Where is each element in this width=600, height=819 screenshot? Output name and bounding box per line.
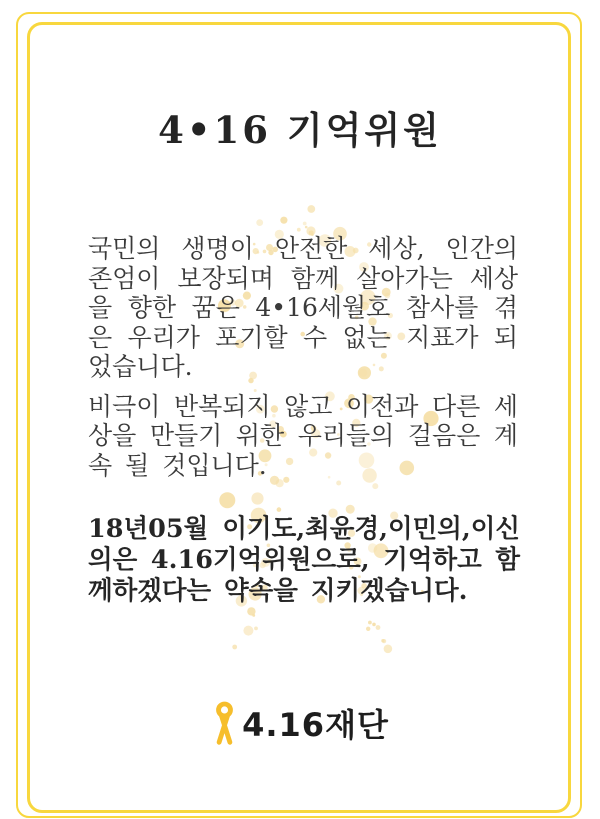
body-text-block xyxy=(88,234,518,490)
foundation-logo-label: 4.16재단 xyxy=(242,706,389,744)
yellow-ribbon-icon xyxy=(211,697,238,749)
body-paragraph-2: 비극이 반복되지 않고 이전과 다른 세상을 만들기 위한 우리들의 걸음은 계속 될 것입니다. xyxy=(88,391,518,480)
page-title: 4•16 기억위원 xyxy=(158,108,442,152)
pledge-paragraph: 18년05월 이기도,최윤경,이민의,이신의은 4.16기억위원으로, 기억하고 함께하겠다는 약속을 지키겠습니다. xyxy=(88,514,520,606)
body-paragraph-1: 국민의 생명이 안전한 세상, 인간의 존엄이 보장되며 함께 살아가는 세상을 향한 꿈은 4•16세월호 참사를 겪은 우리가 포기할 수 없는 지표가 되었습니다. xyxy=(88,234,518,381)
foundation-logo xyxy=(0,694,600,752)
